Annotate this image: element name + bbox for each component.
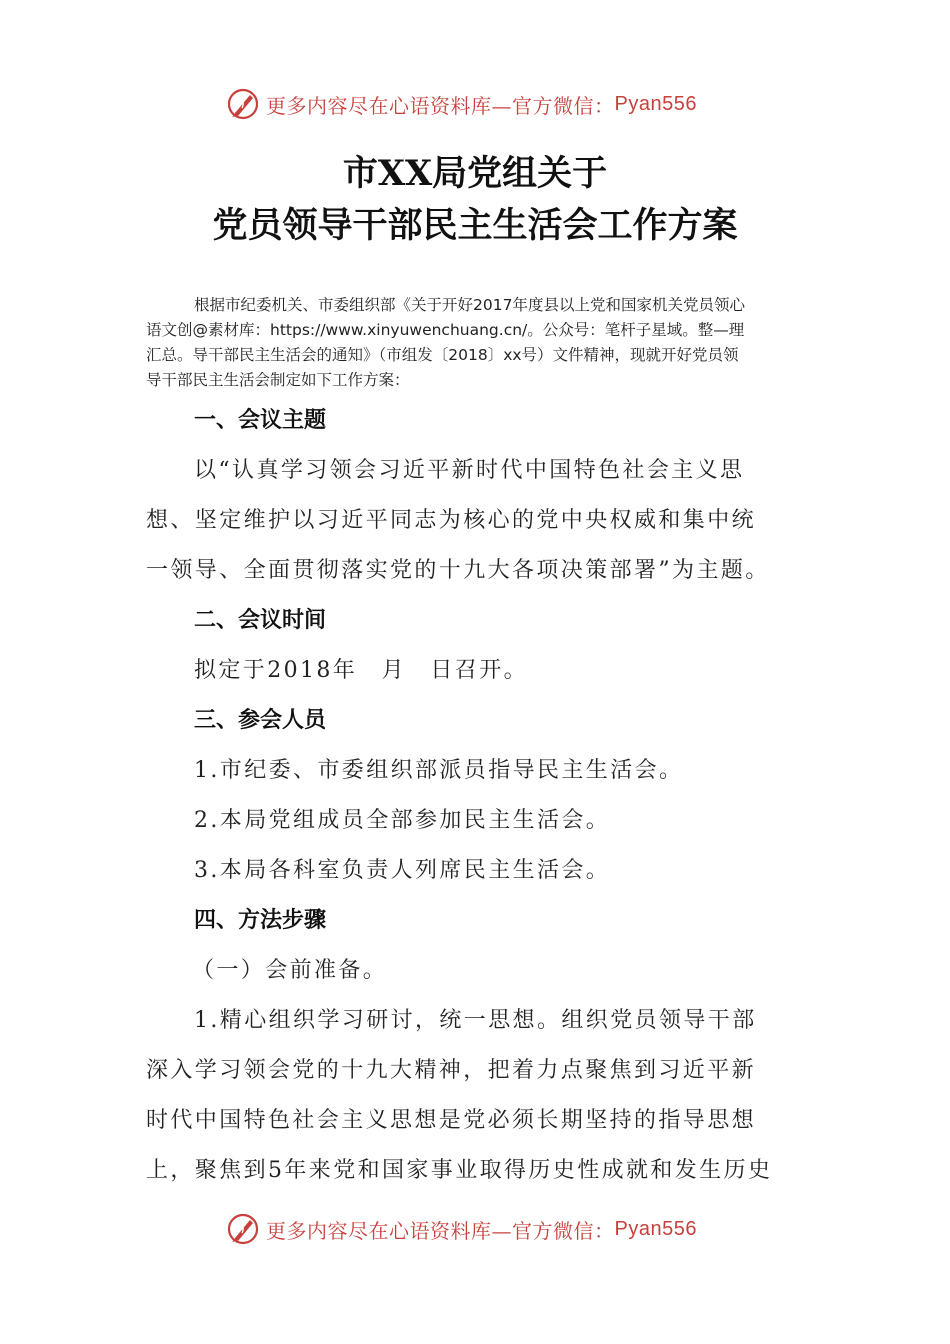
- document-title-line-1: 市XX局党组关于: [342, 153, 608, 194]
- intro-line: 汇总。导干部民主生活会的通知》（市组发〔2018〕xx号）文件精神，现就开好党员领: [146, 346, 739, 364]
- intro-line: 根据市纪委机关、市委组织部《关于开好2017年度县以上党和国家机关党员领心: [194, 296, 745, 314]
- intro-paragraph: [146, 293, 806, 393]
- paragraph-line: 想、坚定维护以习近平同志为核心的党中央权威和集中统: [146, 508, 757, 533]
- paragraph-line: 深入学习领会党的十九大精神，把着力点聚焦到习近平新: [146, 1058, 757, 1083]
- document-title-line-2: 党员领导干部民主生活会工作方案: [212, 205, 738, 246]
- section-heading-steps: 四、方法步骤: [194, 908, 327, 933]
- intro-line: 导干部民主生活会制定如下工作方案：: [146, 371, 410, 389]
- watermark-wechat-id: Pyan556: [614, 1217, 697, 1240]
- pen-logo-icon: [226, 87, 260, 121]
- watermark-banner-top: [226, 84, 697, 124]
- paragraph-line: 1.精心组织学习研讨，统一思想。组织党员领导干部: [194, 1008, 757, 1033]
- section-heading-topic: 一、会议主题: [194, 408, 327, 433]
- pen-logo-icon: [226, 1212, 260, 1246]
- paragraph-line: 以“认真学习领会习近平新时代中国特色社会主义思: [194, 458, 745, 483]
- list-item: 1.市纪委、市委组织部派员指导民主生活会。: [194, 758, 684, 783]
- section-heading-attendees: 三、参会人员: [194, 708, 327, 733]
- watermark-text: 更多内容尽在心语资料库—官方微信：: [266, 1218, 615, 1243]
- list-item: 3.本局各科室负责人列席民主生活会。: [194, 858, 611, 883]
- watermark-banner-bottom: [226, 1209, 697, 1249]
- paragraph-line: 时代中国特色社会主义思想是党必须长期坚持的指导思想: [146, 1108, 757, 1133]
- list-item: 2.本局党组成员全部参加民主生活会。: [194, 808, 611, 833]
- subsection-heading: （一）会前准备。: [192, 958, 388, 983]
- section-heading-time: 二、会议时间: [194, 608, 327, 633]
- paragraph-line: 上，聚焦到5年来党和国家事业取得历史性成就和发生历史: [146, 1158, 773, 1183]
- watermark-wechat-id: Pyan556: [614, 92, 697, 115]
- meeting-time-text: 拟定于2018年 月 日召开。: [194, 658, 528, 683]
- watermark-text: 更多内容尽在心语资料库—官方微信：: [266, 93, 615, 118]
- paragraph-line: 一领导、全面贯彻落实党的十九大各项决策部署”为主题。: [146, 558, 770, 583]
- intro-line: 语文创@素材库：https://www.xinyuwenchuang.cn/。公众号：笔杆子星域。整—理: [146, 321, 745, 339]
